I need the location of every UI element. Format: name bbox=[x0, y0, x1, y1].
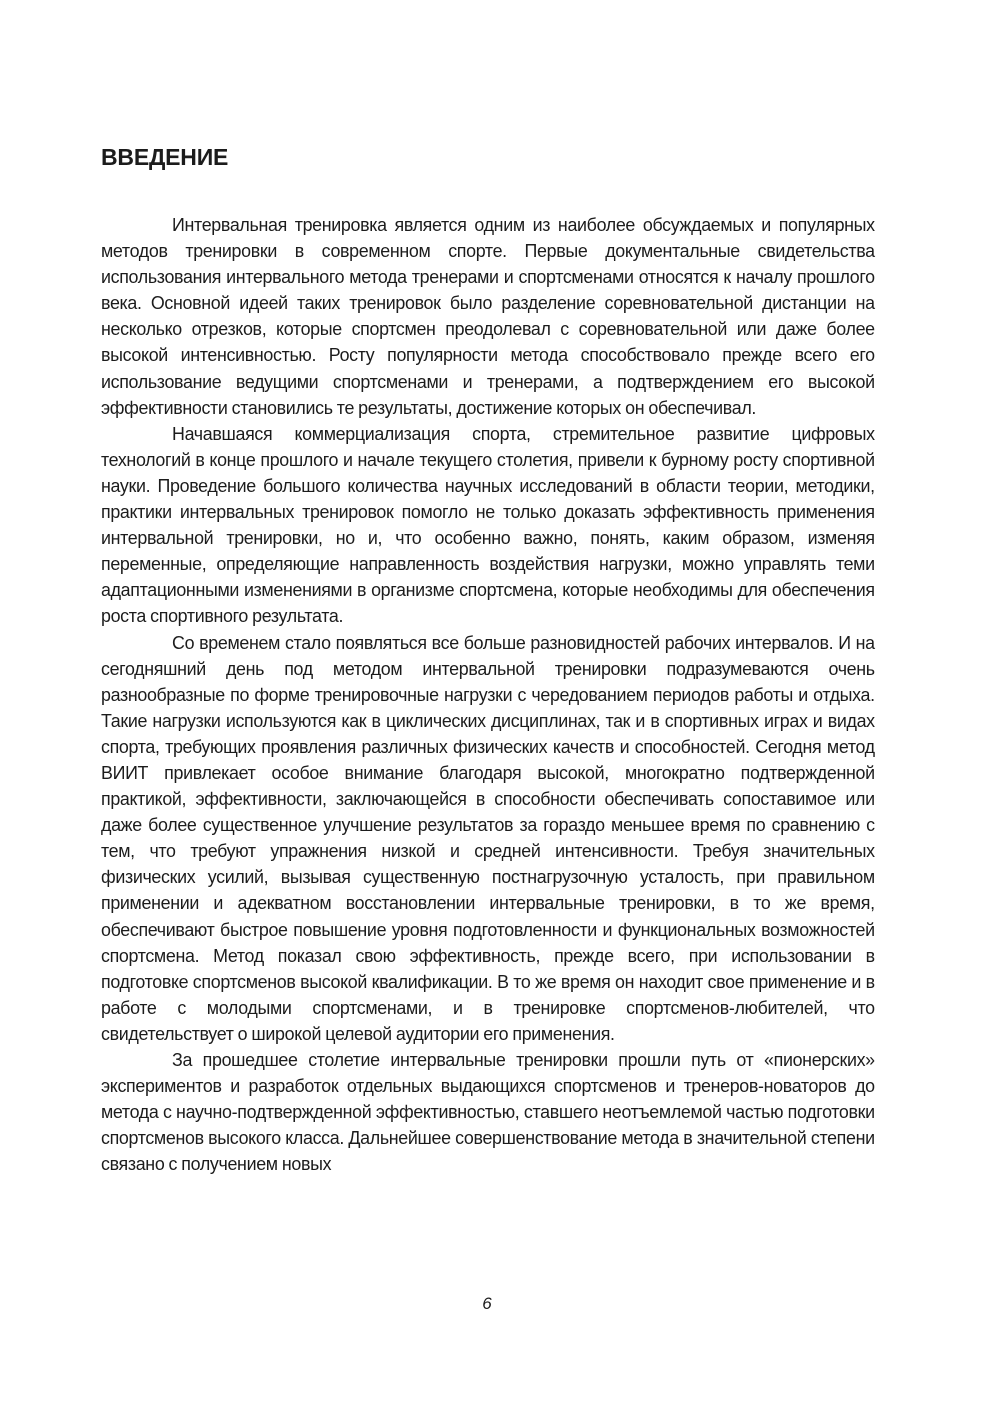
paragraph-1: Интервальная тренировка является одним из наиболее обсуждаемых и популярных методов тренировки в современном спорте. Первые документальные свидетельства использования интервального метода тренерами и спортсменами относятся к началу прошлого века. Основной идеей таких тренировок было разделение соревновательной дистанции на несколько отрезков, которые спортсмен преодолевал с соревновательной или даже более высокой интенсивностью. Росту популярности метода способствовало прежде всего его использование ведущими спортсменами и тренерами, а подтверждением его высокой эффективности становились те результаты, достижение которых он обеспечивал. bbox=[101, 214, 875, 418]
paragraph-4: За прошедшее столетие интервальные тренировки прошли путь от «пионерских» экспериментов и разработок отдельных выдающихся спортсменов и тренеров-новаторов до метода с научно-подтвержденной эффективностью, ставшего неотъемлемой частью подготовки спортсменов высокого класса. Дальнейшее совершенствование метода в значительной степени связано с получением новых bbox=[101, 1049, 875, 1175]
document-page bbox=[101, 140, 875, 1177]
paragraph-2: Начавшаяся коммерциализация спорта, стремительное развитие цифровых технологий в конце прошлого и начале текущего столетия, привели к бурному росту спортивной науки. Проведение большого количества научных исследований в области теории, методики, практики интервальных тренировок помогло не только доказать эффективность применения интервальной тренировки, но и, что особенно важно, понять, каким образом, изменяя переменные, определяющие направленность воздействия нагрузки, можно управлять теми адаптационными изменениями в организме спортсмена, которые необходимы для обеспечения роста спортивного результата. bbox=[101, 422, 875, 627]
paragraph-3: Со временем стало появляться все больше разновидностей рабочих интервалов. И на сегодняшний день под методом интервальной тренировки подразумеваются очень разнообразные по форме тренировочные нагрузки с чередованием периодов работы и отдыха. Такие нагрузки используются как в циклических дисциплинах, так и в спортивных играх и видах спорта, требующих проявления различных физических качеств и способностей. Сегодня метод ВИИТ привлекает особое внимание благодаря высокой, многократно подтвержденной практикой, эффективности, заключающейся в способности обеспечивать сопоставимое или даже более существенное улучшение результатов за гораздо меньшее время по сравнению с тем, что требуют упражнения низкой и средней интенсивности. Требуя значительных физических усилий, вызывая существенную постнагрузочную усталость, при правильном применении и адекватном восстановлении интервальные тренировки, в то же время, обеспечивают быстрое повышение уровня подготовленности и функциональных возможностей спортсмена. Метод показал свою эффективность, прежде всего, при использовании в подготовке спортсменов высокой квалификации. В то же время он находит свое применение и в работе с молодыми спортсменами, и в тренировке спортсменов-любителей, что свидетельствует о широкой целевой аудитории его применения. bbox=[101, 631, 875, 1044]
page-number: 6 bbox=[482, 1294, 492, 1313]
section-title: ВВЕДЕНИЕ bbox=[101, 144, 229, 170]
